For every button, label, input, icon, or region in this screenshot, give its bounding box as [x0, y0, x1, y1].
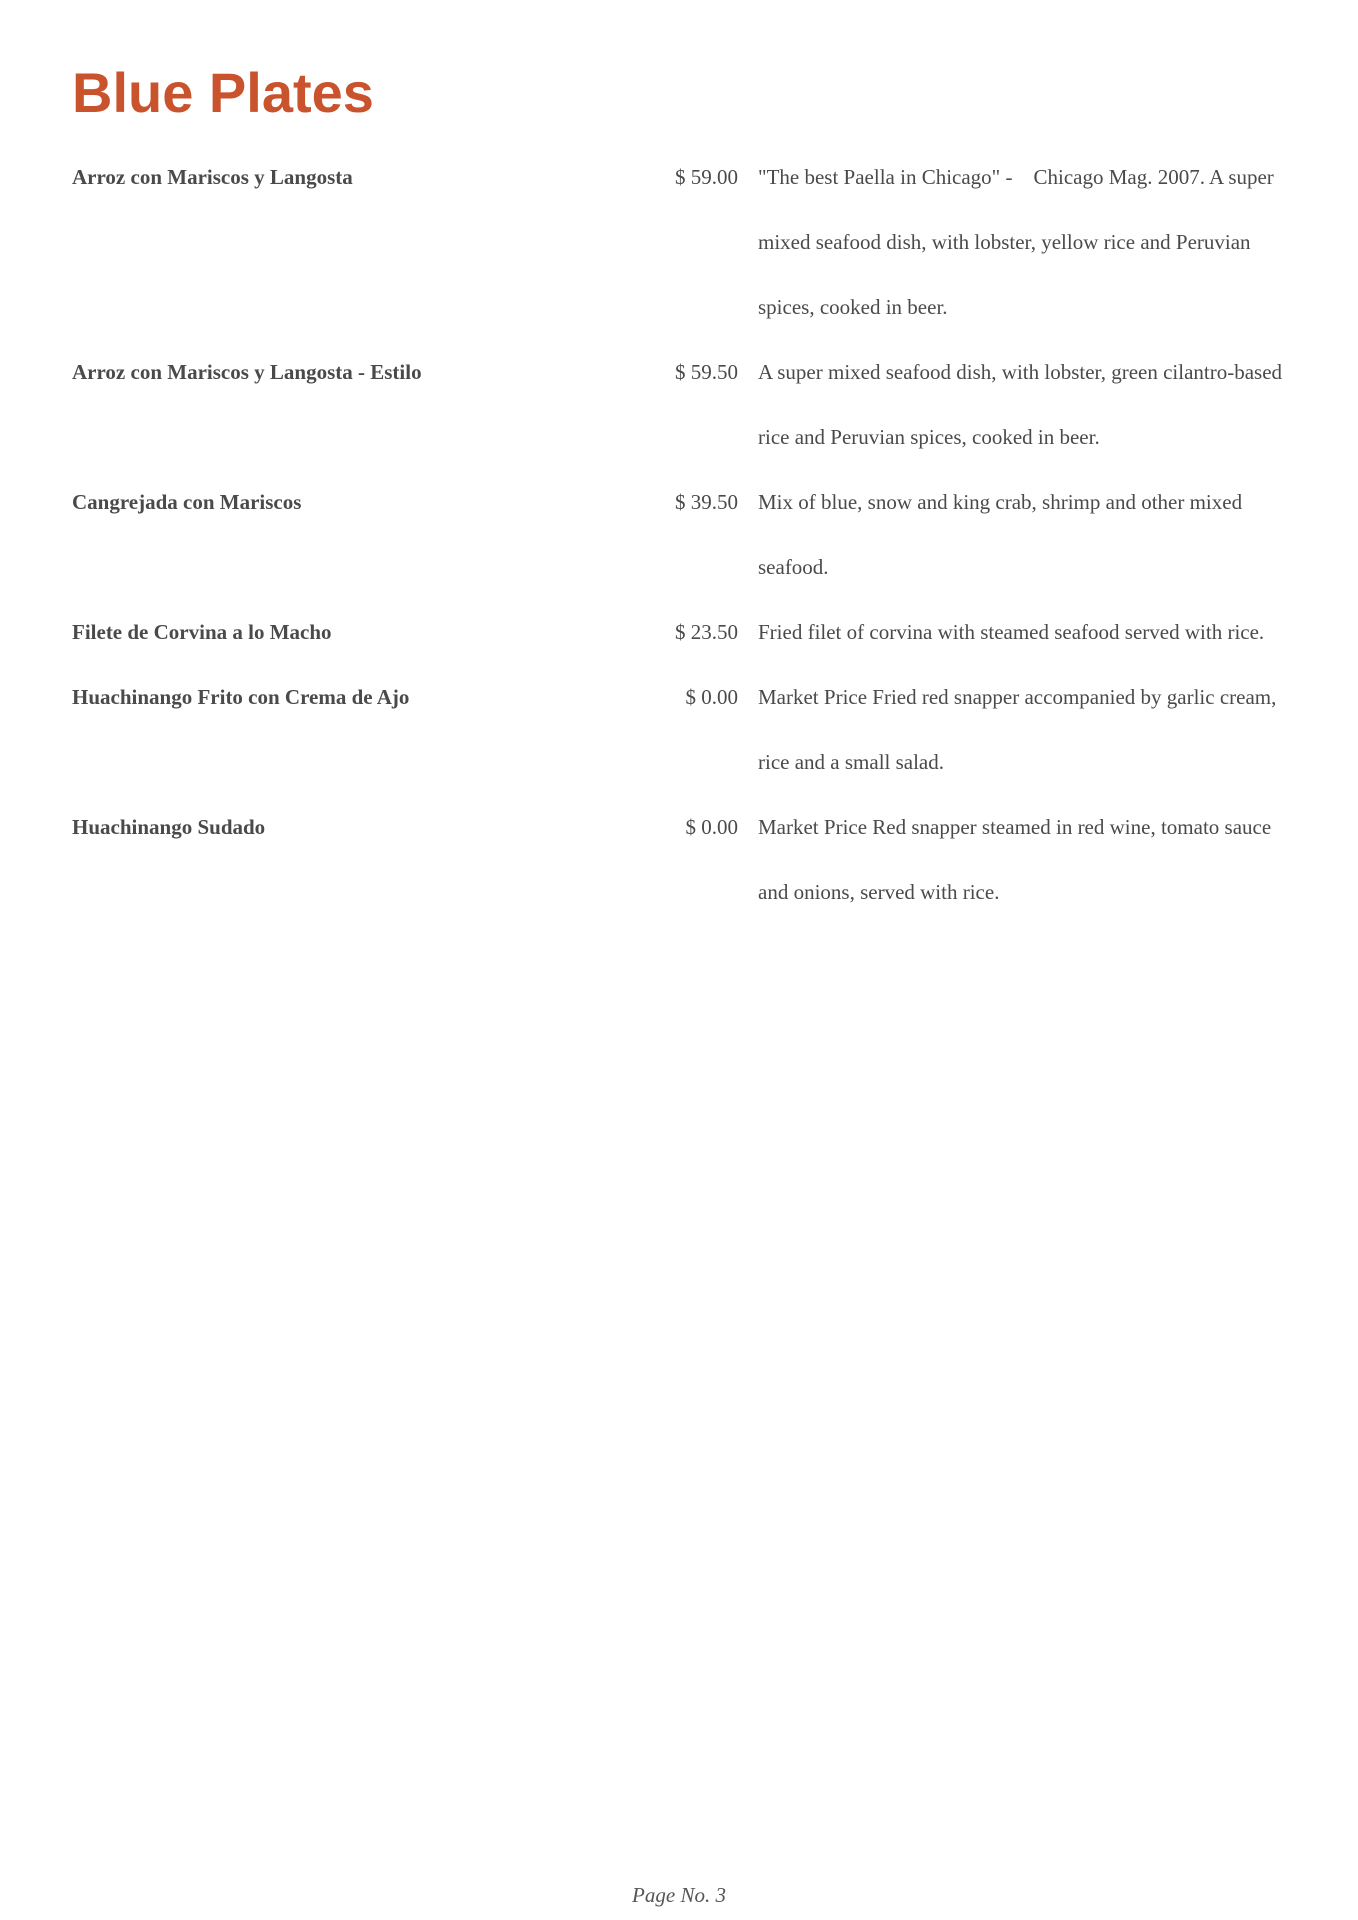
- item-name: Cangrejada con Mariscos: [72, 490, 302, 514]
- menu-item: [72, 145, 1292, 340]
- menu-item: [72, 600, 1292, 665]
- item-price: $ 0.00: [685, 685, 738, 709]
- menu-item: [72, 340, 1292, 470]
- page-number: Page No. 3: [632, 1883, 726, 1907]
- item-description: A super mixed seafood dish, with lobster, green cilantro-based rice and Peruvian spices, cooked in beer.: [758, 360, 1283, 449]
- item-name: Filete de Corvina a lo Macho: [72, 620, 332, 644]
- item-price: $ 23.50: [675, 620, 738, 644]
- menu-item: [72, 470, 1292, 600]
- section-title: Blue Plates: [72, 61, 374, 124]
- item-description: Market Price Red snapper steamed in red wine, tomato sauce and onions, served with rice.: [758, 815, 1272, 904]
- item-name: Arroz con Mariscos y Langosta - Estilo: [72, 360, 422, 384]
- item-name: Huachinango Sudado: [72, 815, 266, 839]
- item-description: Market Price Fried red snapper accompanied by garlic cream, rice and a small salad.: [758, 685, 1277, 774]
- item-description: "The best Paella in Chicago" - Chicago Mag. 2007. A super mixed seafood dish, with lobster, yellow rice and Peruvian spices, cooked in beer.: [758, 165, 1280, 319]
- item-description: Fried filet of corvina with steamed seafood served with rice.: [758, 620, 1265, 644]
- item-price: $ 39.50: [675, 490, 738, 514]
- item-price: $ 0.00: [685, 815, 738, 839]
- menu-list: [72, 145, 1292, 925]
- item-name: Huachinango Frito con Crema de Ajo: [72, 685, 410, 709]
- item-name: Arroz con Mariscos y Langosta: [72, 165, 353, 189]
- item-price: $ 59.00: [675, 165, 738, 189]
- menu-item: [72, 795, 1292, 925]
- item-description: Mix of blue, snow and king crab, shrimp and other mixed seafood.: [758, 490, 1243, 579]
- menu-item: [72, 665, 1292, 795]
- item-price: $ 59.50: [675, 360, 738, 384]
